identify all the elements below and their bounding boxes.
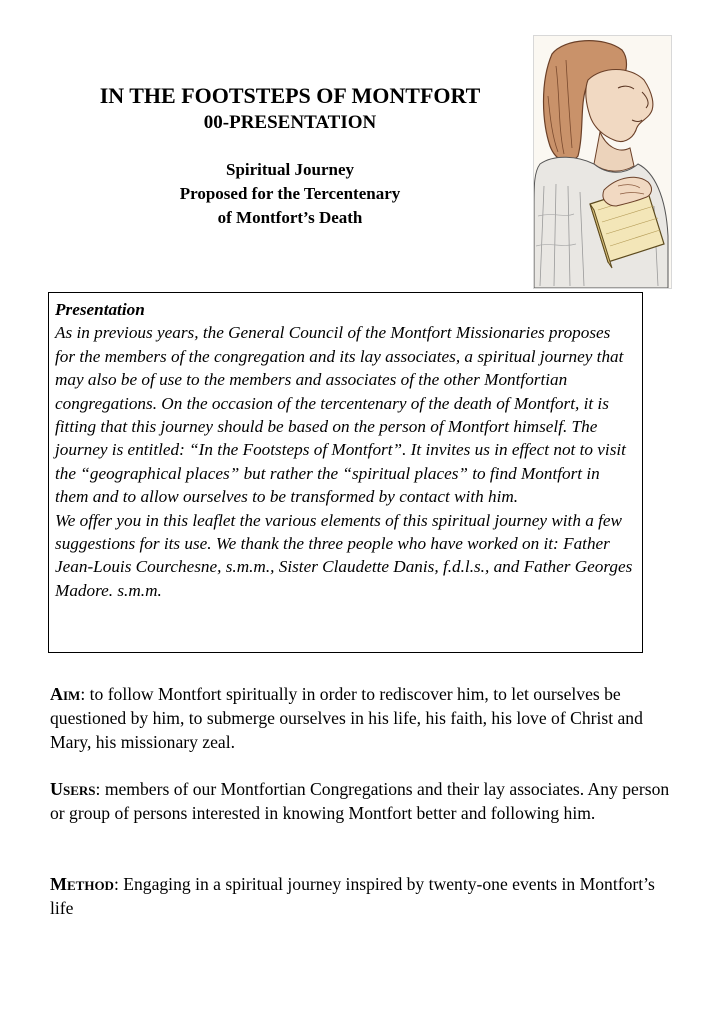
tercentenary-line: Proposed for the Tercentenary <box>179 184 401 203</box>
users-text: : members of our Montfortian Congregations and their lay associates. Any person or group of persons interested in knowing Montfort better and following him. <box>50 779 670 823</box>
aim-label: Aim <box>50 684 81 704</box>
spiritual-journey-line: Spiritual Journey <box>226 160 354 179</box>
presentation-box <box>48 292 643 653</box>
page-title: IN THE FOOTSTEPS OF MONTFORT <box>99 83 481 108</box>
method-label: Method <box>50 874 114 894</box>
page-subtitle: 00-PRESENTATION <box>203 112 377 133</box>
users-label: Users <box>50 779 96 799</box>
death-line: of Montfort’s Death <box>217 208 363 227</box>
portrait-drawing <box>534 36 671 288</box>
title-block <box>40 82 540 230</box>
aim-section <box>50 682 675 754</box>
presentation-paragraph-1: As in previous years, the General Council of the Montfort Missionaries proposes for the members of the congregation and its lay associates, a spiritual journey that may also be of use to the members and associates of the other Montfortian congregations. On the occasion of the tercentenary of the death of Montfort, it is fitting that this journey should be based on the person of Montfort himself. The journey is entitled: “In the Footsteps of Montfort”. It invites us in effect not to visit the “geographical places” but rather the “spiritual places” to find Montfort in them and to allow ourselves to be transformed by contact with him. <box>55 323 626 507</box>
aim-text: : to follow Montfort spiritually in order to rediscover him, to let ourselves be questioned by him, to submerge ourselves in his life, his faith, his love of Christ and Mary, his missionary zeal. <box>50 684 643 752</box>
method-section <box>50 872 675 920</box>
users-section <box>50 777 675 825</box>
montfort-portrait-illustration <box>533 35 672 289</box>
presentation-heading: Presentation <box>55 300 145 319</box>
method-text: : Engaging in a spiritual journey inspired by twenty-one events in Montfort’s life <box>50 874 655 918</box>
presentation-paragraph-2: We offer you in this leaflet the various elements of this spiritual journey with a few suggestions for its use. We thank the three people who have worked on it: Father Jean-Louis Courchesne, s.m.m., Sister Claudette Danis, f.d.l.s., and Father Georges Madore. s.m.m. <box>55 510 633 600</box>
